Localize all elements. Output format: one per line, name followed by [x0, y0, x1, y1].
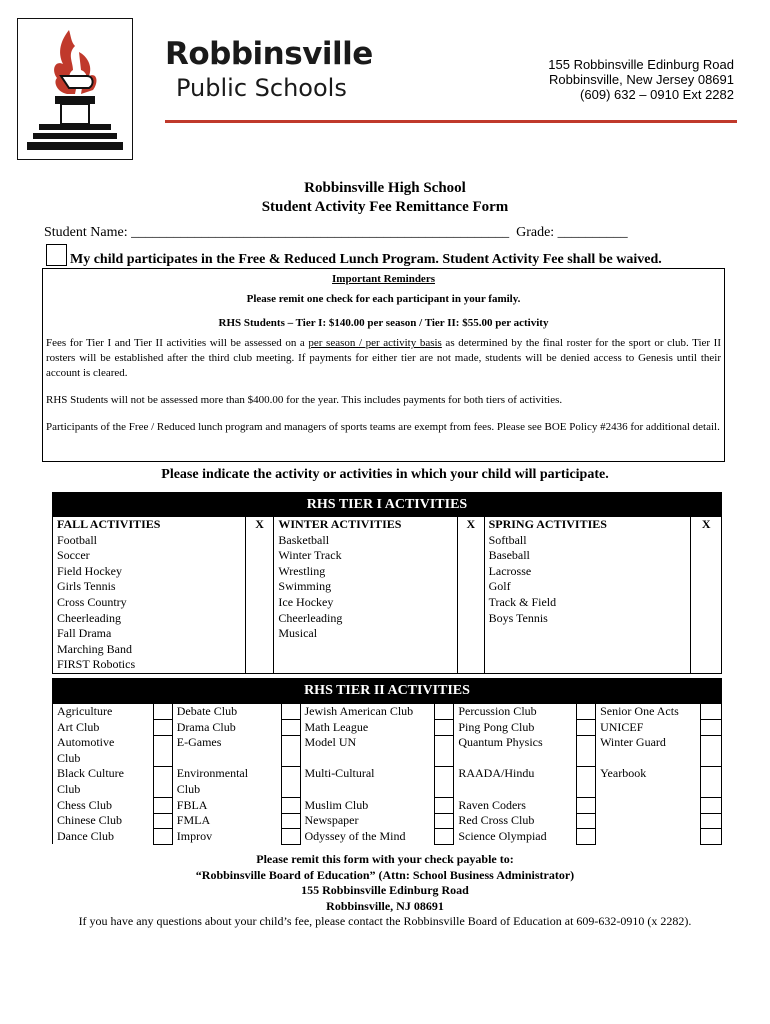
list-item	[596, 813, 700, 829]
list-item: Club	[57, 750, 81, 765]
indicate-instructions: Please indicate the activity or activities in which your child will participate.	[161, 467, 609, 482]
header-divider	[165, 120, 737, 123]
list-item: Cross Country	[57, 594, 127, 609]
tier2-activity-cell	[300, 735, 435, 766]
tier2-mark-box[interactable]	[700, 766, 721, 797]
footer-contact: If you have any questions about your child’s fee, please contact the Robbinsville Board of Education at 609-632-0910 (x 2282).	[78, 914, 692, 928]
table-row	[53, 829, 722, 845]
fall-heading: FALL ACTIVITIES	[57, 517, 161, 531]
free-lunch-label: My child participates in the Free & Reduced Lunch Program. Student Activity Fee shall be waived.	[70, 252, 662, 267]
tier2-mark-box[interactable]	[281, 766, 300, 797]
list-item: Cheerleading	[57, 610, 121, 625]
tier2-mark-box[interactable]	[577, 798, 596, 814]
tier2-mark-box[interactable]	[700, 798, 721, 814]
tier2-table	[52, 678, 722, 845]
tier2-title: RHS TIER II ACTIVITIES	[53, 679, 722, 704]
list-item: Yearbook	[600, 766, 647, 781]
tier2-activity-cell	[596, 704, 701, 720]
tier2-activity-cell	[53, 798, 154, 814]
tier2-activity-cell	[300, 766, 435, 797]
list-item: Improv	[176, 828, 213, 843]
reminder-fee-amounts: RHS Students – Tier I: $140.00 per season / Tier II: $55.00 per activity	[218, 317, 549, 329]
list-item: Red Cross Club	[458, 813, 535, 828]
list-item: Football	[57, 532, 98, 547]
list-item: FBLA	[176, 797, 208, 812]
tier2-activity-cell	[53, 704, 154, 720]
tier2-activity-cell	[454, 813, 577, 829]
tier2-activity-cell	[172, 829, 281, 845]
tier2-activity-cell	[172, 704, 281, 720]
list-item: Lacrosse	[488, 563, 532, 578]
tier2-mark-box[interactable]	[435, 704, 454, 720]
address-city: Robbinsville, New Jersey 08691	[549, 72, 734, 87]
tier2-activity-cell	[596, 766, 701, 797]
list-item: Softball	[488, 532, 527, 547]
list-item: Cheerleading	[278, 610, 343, 625]
list-item: Girls Tennis	[57, 579, 116, 594]
spring-heading: SPRING ACTIVITIES	[488, 517, 607, 531]
student-name-grade-line[interactable]: Student Name: ______________________________________________________ Grade: __________	[44, 225, 628, 240]
form-title: Student Activity Fee Remittance Form	[261, 199, 509, 215]
table-row	[53, 735, 722, 766]
brand-name: Robbinsville	[165, 36, 373, 72]
fall-x-label: X	[255, 517, 264, 531]
list-item: Jewish American Club	[304, 704, 414, 718]
tier2-mark-box[interactable]	[435, 813, 454, 829]
list-item: Black Culture	[57, 766, 124, 781]
list-item: Drama Club	[176, 719, 236, 734]
footer-remit: Please remit this form with your check payable to:	[256, 852, 514, 866]
tier2-mark-box[interactable]	[577, 766, 596, 797]
list-item: Fall Drama	[57, 626, 112, 641]
list-item	[596, 829, 700, 845]
table-row	[53, 813, 722, 829]
fee-paragraph-end: as determined by the final roster for the sport or club. Tier II rosters will be established after the third club meeting. If payments for either tier are not made, students will be denied access to Genesis until their account is cleared.	[46, 337, 722, 379]
winter-x-label: X	[466, 517, 476, 531]
tier2-mark-box[interactable]	[435, 735, 454, 766]
tier2-mark-box[interactable]	[281, 720, 300, 736]
blank-line	[596, 751, 700, 767]
reminder-cap-paragraph: RHS Students will not be assessed more than $400.00 for the year. This includes payments for both tiers of activities.	[46, 394, 563, 406]
list-item: Science Olympiad	[458, 828, 547, 843]
winter-mark-column[interactable]	[458, 517, 485, 674]
blank-line	[454, 782, 576, 798]
tier2-activity-cell	[53, 735, 154, 766]
list-item: UNICEF	[600, 719, 644, 734]
tier2-mark-box[interactable]	[153, 704, 172, 720]
list-item: Art Club	[57, 719, 100, 734]
list-item: Wrestling	[278, 563, 326, 578]
list-item: Senior One Acts	[600, 704, 679, 718]
tier2-mark-box[interactable]	[435, 720, 454, 736]
school-name: Robbinsville High School	[304, 180, 466, 196]
reminder-exempt-paragraph: Participants of the Free / Reduced lunch program and managers of sports teams are exempt from fees. Please see BOE Policy #2436 for additional detail.	[46, 421, 720, 433]
brand-subtitle: Public Schools	[176, 74, 347, 102]
tier2-mark-box[interactable]	[153, 720, 172, 736]
reminder-fee-paragraph	[46, 336, 721, 381]
tier2-mark-box[interactable]	[700, 704, 721, 720]
footer-city: Robbinsville, NJ 08691	[326, 898, 444, 913]
tier2-activity-cell	[454, 829, 577, 845]
tier2-activity-cell	[454, 720, 577, 736]
list-item: Winter Guard	[600, 735, 666, 750]
tier2-activity-cell	[454, 798, 577, 814]
fall-mark-column[interactable]	[245, 517, 274, 674]
footer-payee: “Robbinsville Board of Education” (Attn: School Business Administrator)	[195, 867, 575, 882]
tier2-activity-cell	[300, 720, 435, 736]
tier2-mark-box[interactable]	[435, 829, 454, 845]
tier2-activity-cell	[596, 735, 701, 766]
spring-x-label: X	[701, 517, 711, 531]
tier2-mark-box[interactable]	[435, 798, 454, 814]
list-item: Soccer	[57, 548, 90, 563]
tier2-activity-cell	[596, 798, 701, 814]
tier2-mark-box[interactable]	[577, 813, 596, 829]
tier2-activity-cell	[172, 766, 281, 797]
tier2-mark-box[interactable]	[281, 829, 300, 845]
address-street: 155 Robbinsville Edinburg Road	[548, 57, 734, 72]
free-lunch-checkbox[interactable]	[46, 244, 67, 266]
tier2-activity-cell	[300, 798, 435, 814]
blank-line	[454, 751, 576, 767]
list-item: Winter Track	[278, 548, 342, 563]
list-item: Math League	[304, 719, 369, 734]
list-item: Track & Field	[488, 594, 557, 609]
tier2-mark-box[interactable]	[577, 735, 596, 766]
list-item: Boys Tennis	[488, 610, 548, 625]
tier2-activity-cell	[454, 766, 577, 797]
tier2-activity-cell	[596, 720, 701, 736]
tier2-activity-cell	[53, 766, 154, 797]
tier2-activity-cell	[53, 813, 154, 829]
tier1-title: RHS TIER I ACTIVITIES	[53, 493, 722, 517]
list-item: Club	[57, 781, 81, 796]
list-item	[596, 798, 700, 814]
tier2-mark-box[interactable]	[153, 829, 172, 845]
table-row	[53, 704, 722, 720]
table-row	[53, 798, 722, 814]
tier2-mark-box[interactable]	[281, 813, 300, 829]
list-item: Swimming	[278, 579, 332, 594]
address-phone: (609) 632 – 0910 Ext 2282	[580, 87, 734, 102]
tier2-activity-cell	[300, 829, 435, 845]
reminders-heading: Important Reminders	[332, 273, 435, 285]
table-row	[53, 766, 722, 797]
tier1-fall-column	[53, 517, 246, 674]
winter-heading: WINTER ACTIVITIES	[278, 517, 402, 531]
tier2-activity-cell	[596, 829, 701, 845]
list-item: Model UN	[304, 735, 357, 750]
fee-paragraph-underline: per season / per activity basis	[308, 337, 442, 349]
list-item: Field Hockey	[57, 563, 122, 578]
list-item: RAADA/Hindu	[458, 766, 535, 781]
tier2-activity-cell	[53, 720, 154, 736]
tier2-mark-box[interactable]	[153, 798, 172, 814]
tier2-activity-cell	[454, 735, 577, 766]
list-item: Multi-Cultural	[304, 766, 375, 781]
list-item: Newspaper	[304, 813, 359, 828]
list-item: Environmental	[176, 766, 249, 781]
tier2-mark-box[interactable]	[153, 735, 172, 766]
tier2-activity-cell	[454, 704, 577, 720]
tier2-activity-cell	[172, 813, 281, 829]
tier2-mark-box[interactable]	[577, 704, 596, 720]
list-item: E-Games	[176, 735, 222, 750]
list-item: Dance Club	[57, 828, 114, 843]
tier2-activity-cell	[172, 720, 281, 736]
tier2-activity-cell	[172, 735, 281, 766]
tier2-mark-box[interactable]	[700, 735, 721, 766]
tier2-mark-box[interactable]	[153, 766, 172, 797]
list-item: Ping Pong Club	[458, 719, 535, 734]
tier2-mark-box[interactable]	[435, 766, 454, 797]
tier2-activity-cell	[172, 798, 281, 814]
list-item: Agriculture	[57, 704, 113, 718]
district-logo	[17, 18, 133, 160]
tier2-mark-box[interactable]	[700, 829, 721, 845]
list-item: Percussion Club	[458, 704, 537, 718]
tier2-mark-box[interactable]	[153, 813, 172, 829]
tier2-mark-box[interactable]	[577, 720, 596, 736]
tier1-winter-column	[274, 517, 458, 674]
tier1-spring-column	[484, 517, 691, 674]
list-item: FMLA	[176, 813, 211, 828]
tier2-mark-box[interactable]	[281, 704, 300, 720]
list-item: Automotive	[57, 735, 115, 750]
tier2-activity-cell	[300, 813, 435, 829]
tier2-activity-cell	[596, 813, 701, 829]
list-item: Chinese Club	[57, 813, 122, 828]
list-item: Odyssey of the Mind	[304, 828, 406, 843]
tier2-mark-box[interactable]	[577, 829, 596, 845]
table-row	[53, 720, 722, 736]
blank-line	[301, 751, 435, 767]
tier1-table	[52, 492, 722, 674]
list-item: Golf	[488, 579, 511, 594]
list-item: Club	[176, 781, 201, 796]
list-item: Chess Club	[57, 797, 113, 812]
fee-paragraph-start: Fees for Tier I and Tier II activities will be assessed on a	[46, 337, 309, 349]
list-item: Ice Hockey	[278, 594, 334, 609]
list-item: Basketball	[278, 532, 330, 547]
list-item: Quantum Physics	[458, 735, 543, 750]
reminders-box	[42, 268, 725, 462]
spring-mark-column[interactable]	[691, 517, 722, 674]
list-item: Baseball	[488, 548, 530, 563]
footer	[0, 852, 770, 930]
district-address	[548, 57, 734, 102]
tier2-mark-box[interactable]	[281, 735, 300, 766]
tier2-mark-box[interactable]	[700, 813, 721, 829]
list-item: Muslim Club	[304, 797, 369, 812]
list-item: Musical	[278, 626, 318, 641]
list-item: Raven Coders	[458, 797, 526, 812]
tier2-mark-box[interactable]	[700, 720, 721, 736]
tier2-activity-cell	[53, 829, 154, 845]
blank-line	[173, 751, 281, 767]
list-item: Marching Band	[57, 641, 132, 656]
footer-street: 155 Robbinsville Edinburg Road	[301, 883, 469, 897]
tier2-activity-cell	[300, 704, 435, 720]
list-item: Debate Club	[176, 704, 238, 718]
tier2-mark-box[interactable]	[281, 798, 300, 814]
list-item: FIRST Robotics	[57, 657, 136, 672]
blank-line	[596, 782, 700, 798]
reminder-one-check: Please remit one check for each participant in your family.	[246, 293, 521, 305]
blank-line	[301, 782, 435, 798]
